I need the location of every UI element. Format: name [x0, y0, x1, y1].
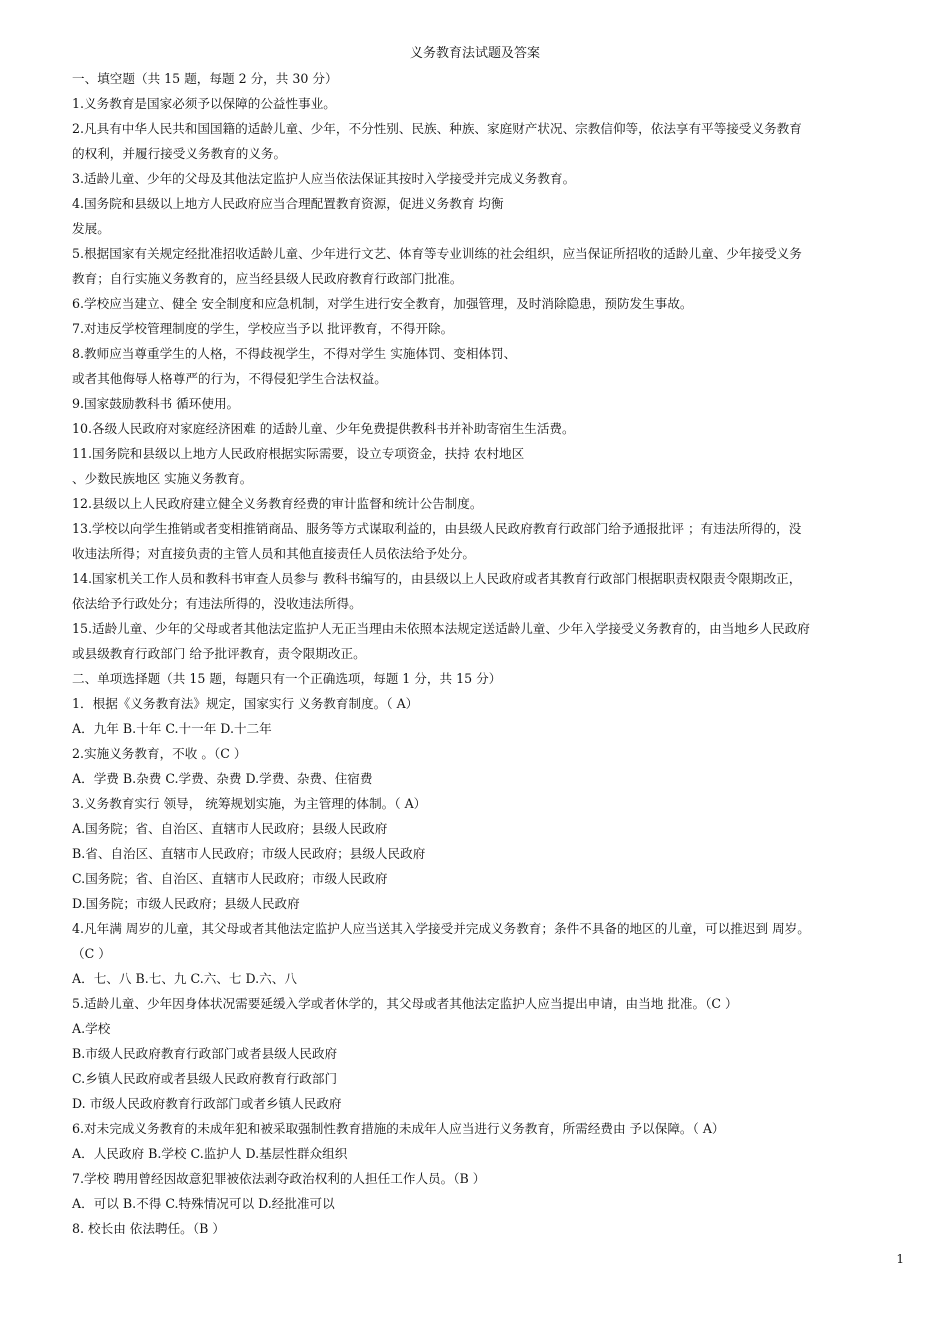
text-line: 教育；自行实施义务教育的，应当经县级人民政府教育行政部门批准。	[72, 271, 463, 286]
text-line: A．九年 B.十年 C.十一年 D.十二年	[72, 721, 272, 736]
text-line: 12.县级以上人民政府建立健全义务教育经费的审计监督和统计公告制度。	[72, 496, 483, 511]
text-line: 6.学校应当建立、健全 安全制度和应急机制，对学生进行安全教育，加强管理，及时消除隐患，预防发生事故。	[72, 296, 693, 311]
text-line: 7.对违反学校管理制度的学生，学校应当予以 批评教育，不得开除。	[72, 321, 454, 336]
document-body	[72, 66, 912, 1241]
text-line: （C ）	[72, 946, 111, 961]
text-line: C.国务院；省、自治区、直辖市人民政府；市级人民政府	[72, 871, 388, 886]
page-number: 1	[896, 1252, 904, 1266]
text-line: 14.国家机关工作人员和教科书审查人员参与 教科书编写的，由县级以上人民政府或者其教育行政部门根据职责权限责令限期改正，	[72, 571, 802, 586]
text-line: 的权利，并履行接受义务教育的义务。	[72, 146, 287, 161]
text-line: 依法给予行政处分；有违法所得的，没收违法所得。	[72, 596, 362, 611]
text-line: 9.国家鼓励教科书 循环使用。	[72, 396, 240, 411]
document-title: 义务教育法试题及答案	[409, 46, 540, 61]
text-line: D. 市级人民政府教育行政部门或者乡镇人民政府	[72, 1096, 342, 1111]
text-line: 4.凡年满 周岁的儿童，其父母或者其他法定监护人应当送其入学接受并完成义务教育；条件不具备的地区的儿童，可以推迟到 周岁。	[72, 921, 810, 936]
text-line: 3.义务教育实行 领导， 统筹规划实施，为主管理的体制。（ A）	[72, 796, 427, 811]
text-line: 15.适龄儿童、少年的父母或者其他法定监护人无正当理由未依照本法规定送适龄儿童、少年入学接受义务教育的，由当地乡人民政府	[72, 621, 810, 636]
text-line: A.国务院；省、自治区、直辖市人民政府；县级人民政府	[72, 821, 388, 836]
text-line: D.国务院；市级人民政府；县级人民政府	[72, 896, 300, 911]
text-line: 或县级教育行政部门 给予批评教育，责令限期改正。	[72, 646, 366, 661]
text-line: A．人民政府 B.学校 C.监护人 D.基层性群众组织	[72, 1146, 348, 1161]
text-line: 5.适龄儿童、少年因身体状况需要延缓入学或者休学的，其父母或者其他法定监护人应当提出申请，由当地 批准。（C ）	[72, 996, 738, 1011]
text-line: 10.各级人民政府对家庭经济困难 的适龄儿童、少年免费提供教科书并补助寄宿生生活费。	[72, 421, 575, 436]
text-line: 1.义务教育是国家必须予以保障的公益性事业。	[72, 96, 336, 111]
text-line: A.学校	[72, 1021, 111, 1036]
text-line: 3.适龄儿童、少年的父母及其他法定监护人应当依法保证其按时入学接受并完成义务教育。	[72, 171, 576, 186]
text-line: 13.学校以向学生推销或者变相推销商品、服务等方式谋取利益的，由县级人民政府教育行政部门给予通报批评 ；有违法所得的，没	[72, 521, 802, 536]
text-line: A．可以 B.不得 C.特殊情况可以 D.经批准可以	[72, 1196, 335, 1211]
text-line: 8. 校长由 依法聘任。（B ）	[72, 1221, 225, 1236]
text-line: 二、单项选择题（共 15 题，每题只有一个正确选项，每题 1 分，共 15 分）	[72, 671, 502, 686]
text-line: 2.凡具有中华人民共和国国籍的适龄儿童、少年，不分性别、民族、种族、家庭财产状况、宗教信仰等，依法享有平等接受义务教育	[72, 121, 802, 136]
text-line: 11.国务院和县级以上地方人民政府根据实际需要，设立专项资金，扶持 农村地区	[72, 446, 525, 461]
text-line: 2.实施义务教育，不收 。（C ）	[72, 746, 247, 761]
text-line: B.省、自治区、直辖市人民政府；市级人民政府；县级人民政府	[72, 846, 426, 861]
text-line: 收违法所得；对直接负责的主管人员和其他直接责任人员依法给予处分。	[72, 546, 475, 561]
text-line: 发展。	[72, 221, 110, 236]
text-line: 6.对未完成义务教育的未成年犯和被采取强制性教育措施的未成年人应当进行义务教育，所需经费由 予以保障。（ A）	[72, 1121, 725, 1136]
text-line: 8.教师应当尊重学生的人格，不得歧视学生，不得对学生 实施体罚、变相体罚、	[72, 346, 517, 361]
text-line: C.乡镇人民政府或者县级人民政府教育行政部门	[72, 1071, 338, 1086]
text-line: 5.根据国家有关规定经批准招收适龄儿童、少年进行文艺、体育等专业训练的社会组织，应当保证所招收的适龄儿童、少年接受义务	[72, 246, 802, 261]
text-line: A．学费 B.杂费 C.学费、杂费 D.学费、杂费、住宿费	[72, 771, 373, 786]
text-line: 1．根据《义务教育法》规定，国家实行 义务教育制度。（ A）	[72, 696, 419, 711]
text-line: A．七、八 B.七、九 C.六、七 D.六、八	[72, 971, 297, 986]
text-line: 、少数民族地区 实施义务教育。	[72, 471, 253, 486]
text-line: 7.学校 聘用曾经因故意犯罪被依法剥夺政治权利的人担任工作人员。（B ）	[72, 1171, 486, 1186]
text-line: B.市级人民政府教育行政部门或者县级人民政府	[72, 1046, 338, 1061]
text-line: 4.国务院和县级以上地方人民政府应当合理配置教育资源，促进义务教育 均衡	[72, 196, 504, 211]
text-line: 一、填空题（共 15 题，每题 2 分，共 30 分）	[72, 71, 338, 86]
text-line: 或者其他侮辱人格尊严的行为，不得侵犯学生合法权益。	[72, 371, 387, 386]
